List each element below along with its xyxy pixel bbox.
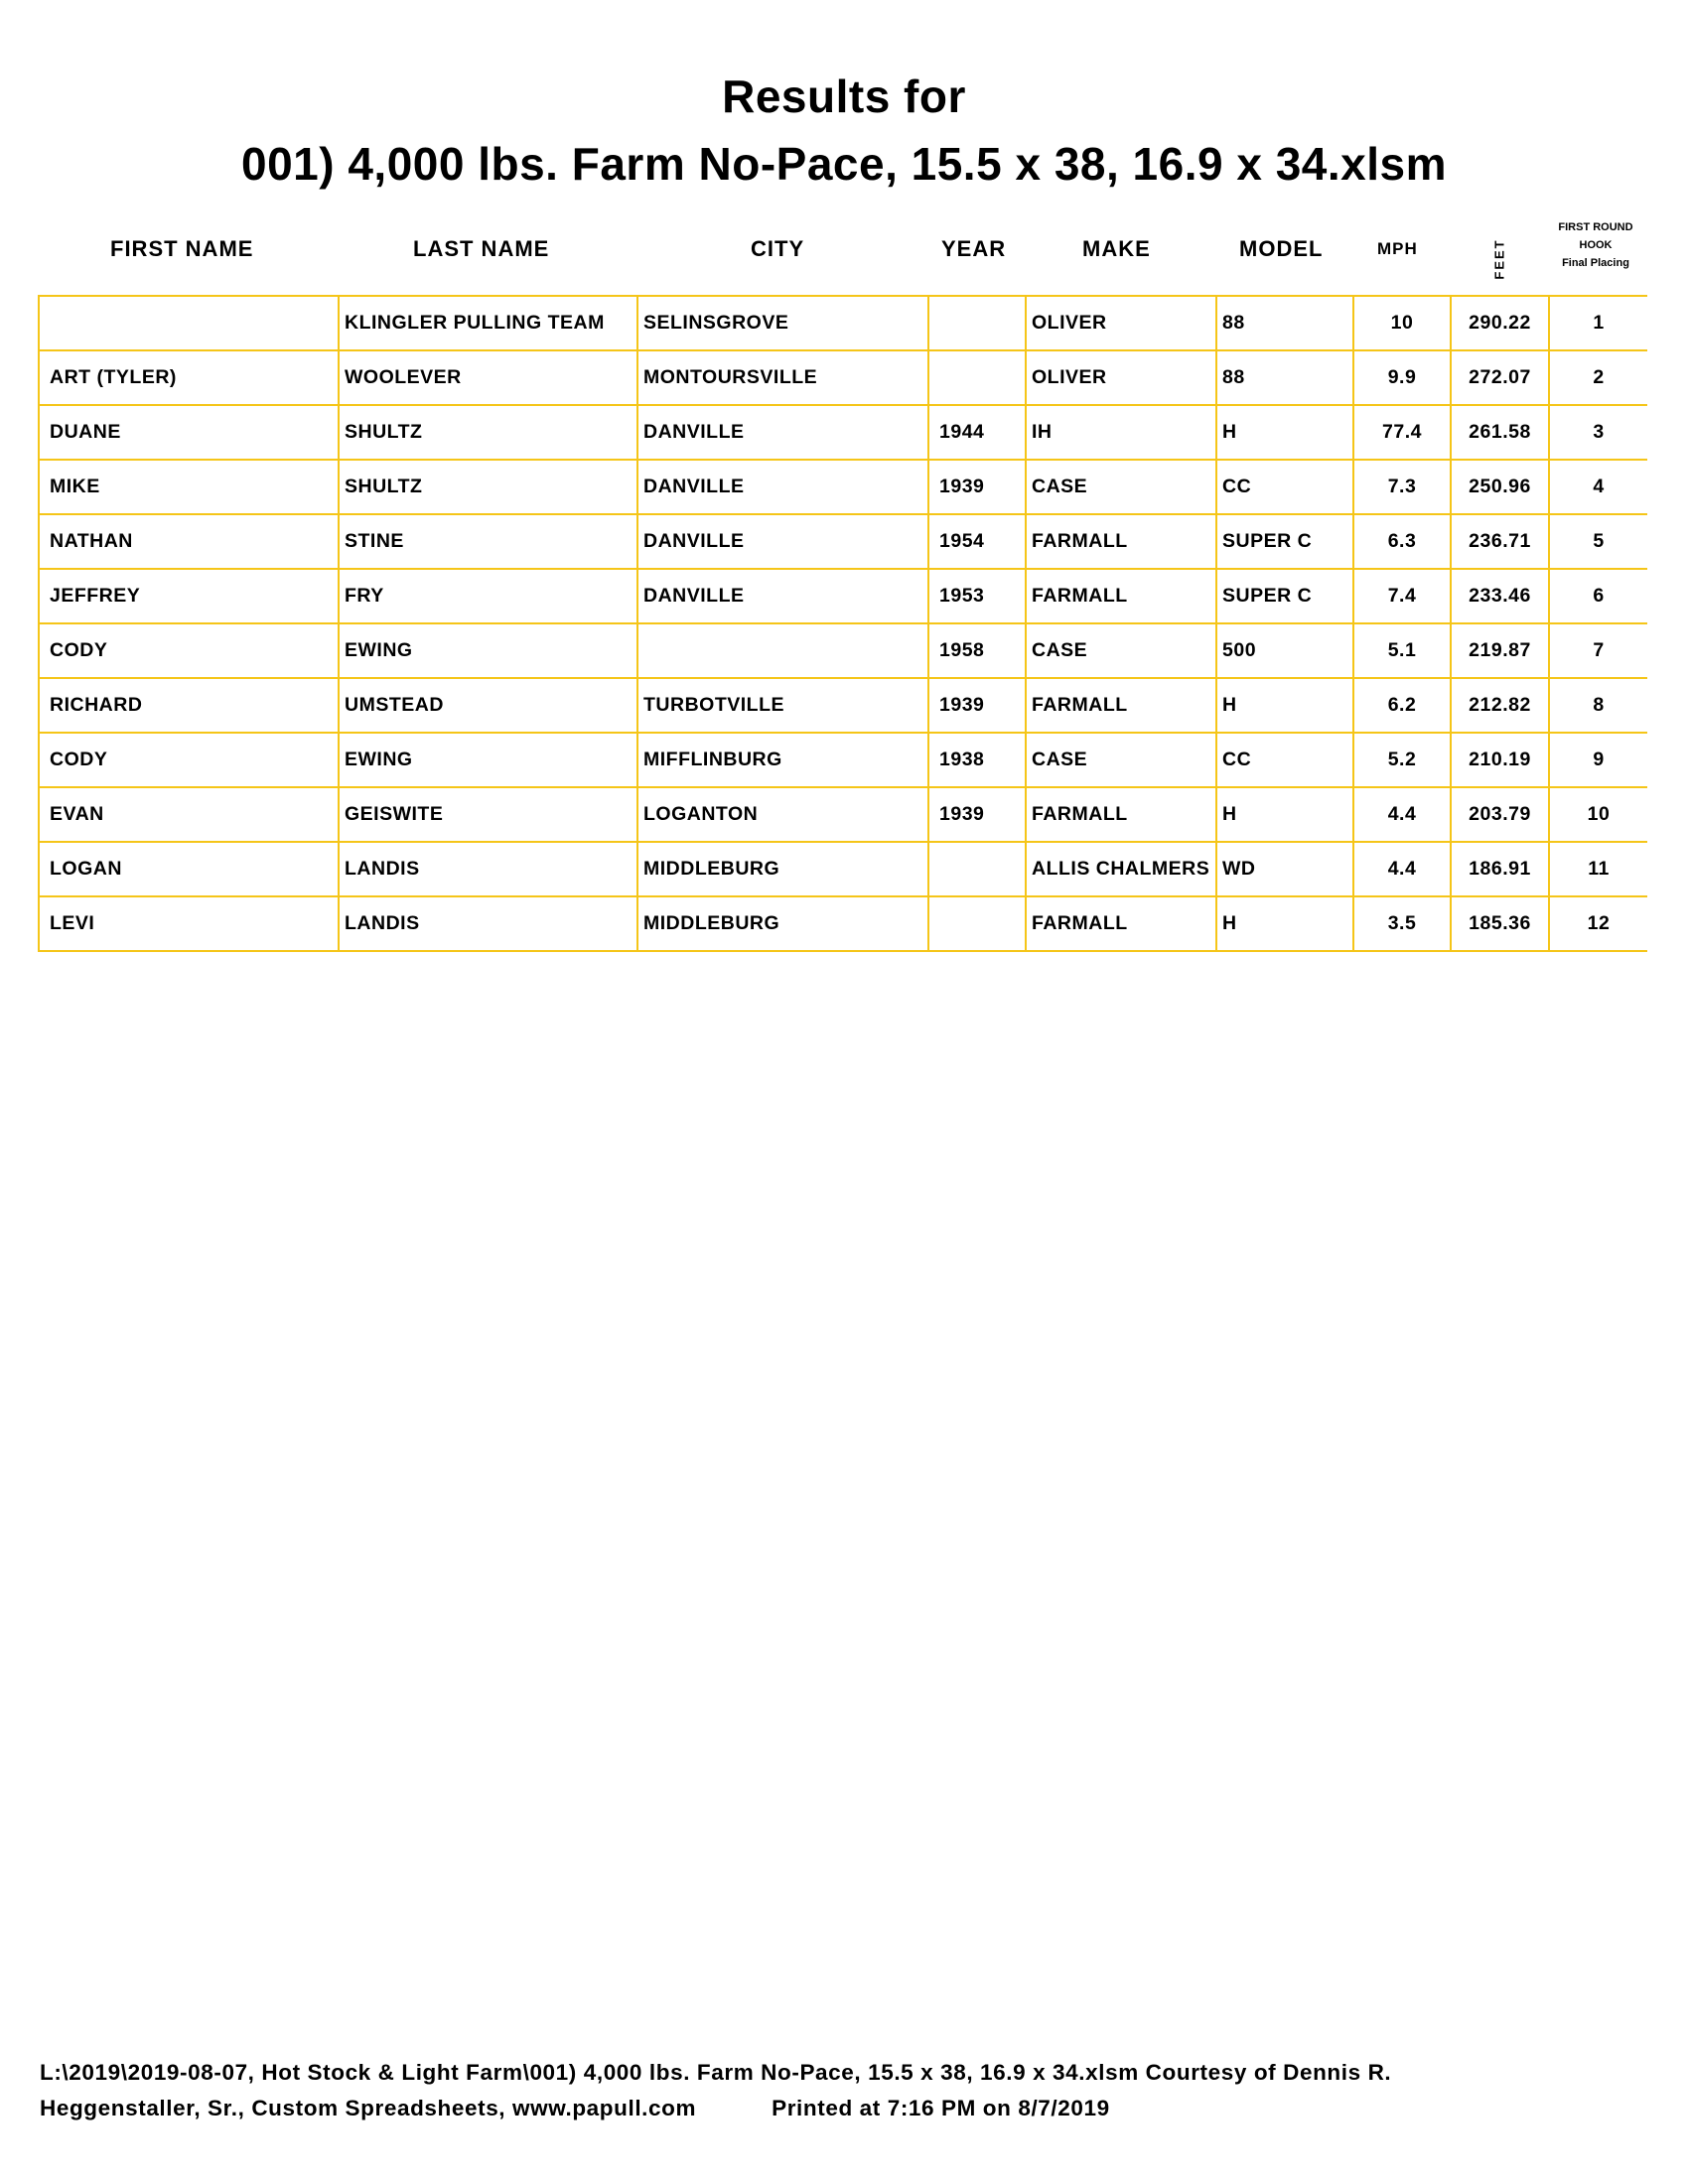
placing-cell: 1 [1549, 296, 1647, 350]
year-cell: 1958 [928, 623, 1026, 678]
last-name-cell: EWING [339, 733, 637, 787]
year-cell: 1939 [928, 787, 1026, 842]
first-name-cell: CODY [39, 733, 339, 787]
mph-cell: 9.9 [1353, 350, 1451, 405]
city-cell: SELINSGROVE [637, 296, 928, 350]
year-cell [928, 296, 1026, 350]
feet-cell: 186.91 [1451, 842, 1549, 896]
table-row [39, 678, 1647, 733]
column-header-row [0, 218, 1688, 298]
make-cell: FARMALL [1026, 514, 1216, 569]
col-first-name: FIRST NAME [110, 236, 254, 261]
placing-cell: 12 [1549, 896, 1647, 951]
model-cell: H [1216, 787, 1353, 842]
first-name-cell [39, 296, 339, 350]
model-cell: CC [1216, 733, 1353, 787]
last-name-cell: STINE [339, 514, 637, 569]
feet-cell: 203.79 [1451, 787, 1549, 842]
feet-cell: 185.36 [1451, 896, 1549, 951]
table-row [39, 296, 1647, 350]
year-cell: 1938 [928, 733, 1026, 787]
last-name-cell: SHULTZ [339, 405, 637, 460]
make-cell: FARMALL [1026, 569, 1216, 623]
footer [40, 2055, 1658, 2126]
page-title: Results for [722, 70, 966, 122]
results-table [38, 295, 1647, 952]
first-name-cell: NATHAN [39, 514, 339, 569]
make-cell: FARMALL [1026, 787, 1216, 842]
col-feet: FEET [1491, 238, 1507, 280]
last-name-cell: LANDIS [339, 896, 637, 951]
make-cell: IH [1026, 405, 1216, 460]
feet-cell: 233.46 [1451, 569, 1549, 623]
model-cell: 88 [1216, 350, 1353, 405]
placing-cell: 5 [1549, 514, 1647, 569]
placing-cell: 2 [1549, 350, 1647, 405]
table-row [39, 350, 1647, 405]
last-name-cell: EWING [339, 623, 637, 678]
col-model: MODEL [1239, 236, 1324, 261]
first-name-cell: ART (TYLER) [39, 350, 339, 405]
city-cell: DANVILLE [637, 569, 928, 623]
page-subtitle: 001) 4,000 lbs. Farm No-Pace, 15.5 x 38, 16.9 x 34.xlsm [240, 138, 1448, 190]
col-year: YEAR [941, 236, 1007, 261]
mph-cell: 5.1 [1353, 623, 1451, 678]
mph-cell: 6.2 [1353, 678, 1451, 733]
footer-credit: Heggenstaller, Sr., Custom Spreadsheets, www.papull.com Printed at 7:16 PM on 8/7/2019 [40, 2096, 1110, 2120]
year-cell [928, 350, 1026, 405]
model-cell: CC [1216, 460, 1353, 514]
placing-cell: 11 [1549, 842, 1647, 896]
year-cell: 1944 [928, 405, 1026, 460]
table-row [39, 896, 1647, 951]
feet-cell: 212.82 [1451, 678, 1549, 733]
year-cell: 1939 [928, 460, 1026, 514]
last-name-cell: LANDIS [339, 842, 637, 896]
city-cell: MIDDLEBURG [637, 842, 928, 896]
city-cell: TURBOTVILLE [637, 678, 928, 733]
year-cell [928, 842, 1026, 896]
model-cell: 88 [1216, 296, 1353, 350]
feet-cell: 261.58 [1451, 405, 1549, 460]
year-cell: 1954 [928, 514, 1026, 569]
col-final-placing: FIRST ROUND HOOK Final Placing [1558, 221, 1633, 269]
mph-cell: 4.4 [1353, 842, 1451, 896]
feet-cell: 290.22 [1451, 296, 1549, 350]
feet-cell: 272.07 [1451, 350, 1549, 405]
make-cell: FARMALL [1026, 896, 1216, 951]
col-make: MAKE [1082, 236, 1151, 261]
last-name-cell: GEISWITE [339, 787, 637, 842]
first-name-cell: LEVI [39, 896, 339, 951]
city-cell [637, 623, 928, 678]
make-cell: CASE [1026, 460, 1216, 514]
last-name-cell: FRY [339, 569, 637, 623]
last-name-cell: KLINGLER PULLING TEAM [339, 296, 637, 350]
city-cell: DANVILLE [637, 514, 928, 569]
model-cell: WD [1216, 842, 1353, 896]
last-name-cell: WOOLEVER [339, 350, 637, 405]
table-row [39, 787, 1647, 842]
first-name-cell: EVAN [39, 787, 339, 842]
make-cell: FARMALL [1026, 678, 1216, 733]
table-row [39, 569, 1647, 623]
table-row [39, 842, 1647, 896]
year-cell: 1953 [928, 569, 1026, 623]
table-row [39, 514, 1647, 569]
year-cell [928, 896, 1026, 951]
placing-cell: 9 [1549, 733, 1647, 787]
col-mph: MPH [1377, 239, 1418, 258]
make-cell: ALLIS CHALMERS [1026, 842, 1216, 896]
city-cell: MIDDLEBURG [637, 896, 928, 951]
model-cell: H [1216, 896, 1353, 951]
make-cell: OLIVER [1026, 296, 1216, 350]
model-cell: SUPER C [1216, 514, 1353, 569]
table-row [39, 460, 1647, 514]
city-cell: LOGANTON [637, 787, 928, 842]
mph-cell: 77.4 [1353, 405, 1451, 460]
first-name-cell: RICHARD [39, 678, 339, 733]
mph-cell: 7.3 [1353, 460, 1451, 514]
model-cell: H [1216, 678, 1353, 733]
make-cell: CASE [1026, 623, 1216, 678]
printed-timestamp: Printed at 7:16 PM on 8/7/2019 [772, 2096, 1110, 2120]
feet-cell: 210.19 [1451, 733, 1549, 787]
table-row [39, 405, 1647, 460]
mph-cell: 7.4 [1353, 569, 1451, 623]
city-cell: MIFFLINBURG [637, 733, 928, 787]
make-cell: CASE [1026, 733, 1216, 787]
mph-cell: 10 [1353, 296, 1451, 350]
first-name-cell: CODY [39, 623, 339, 678]
mph-cell: 6.3 [1353, 514, 1451, 569]
city-cell: MONTOURSVILLE [637, 350, 928, 405]
placing-cell: 8 [1549, 678, 1647, 733]
footer-path: L:\2019\2019-08-07, Hot Stock & Light Farm\001) 4,000 lbs. Farm No-Pace, 15.5 x 38, 16.9 x 34.xlsm Courtesy of Dennis R. [40, 2060, 1392, 2085]
mph-cell: 4.4 [1353, 787, 1451, 842]
model-cell: 500 [1216, 623, 1353, 678]
first-name-cell: MIKE [39, 460, 339, 514]
model-cell: SUPER C [1216, 569, 1353, 623]
mph-cell: 5.2 [1353, 733, 1451, 787]
placing-cell: 10 [1549, 787, 1647, 842]
city-cell: DANVILLE [637, 460, 928, 514]
results-body [39, 296, 1647, 951]
first-name-cell: JEFFREY [39, 569, 339, 623]
first-name-cell: DUANE [39, 405, 339, 460]
feet-cell: 236.71 [1451, 514, 1549, 569]
model-cell: H [1216, 405, 1353, 460]
table-row [39, 623, 1647, 678]
last-name-cell: UMSTEAD [339, 678, 637, 733]
last-name-cell: SHULTZ [339, 460, 637, 514]
make-cell: OLIVER [1026, 350, 1216, 405]
year-cell: 1939 [928, 678, 1026, 733]
placing-cell: 6 [1549, 569, 1647, 623]
placing-cell: 3 [1549, 405, 1647, 460]
placing-cell: 4 [1549, 460, 1647, 514]
placing-cell: 7 [1549, 623, 1647, 678]
mph-cell: 3.5 [1353, 896, 1451, 951]
col-city: CITY [751, 236, 805, 261]
table-row [39, 733, 1647, 787]
feet-cell: 250.96 [1451, 460, 1549, 514]
feet-cell: 219.87 [1451, 623, 1549, 678]
first-name-cell: LOGAN [39, 842, 339, 896]
col-last-name: LAST NAME [413, 236, 550, 261]
city-cell: DANVILLE [637, 405, 928, 460]
